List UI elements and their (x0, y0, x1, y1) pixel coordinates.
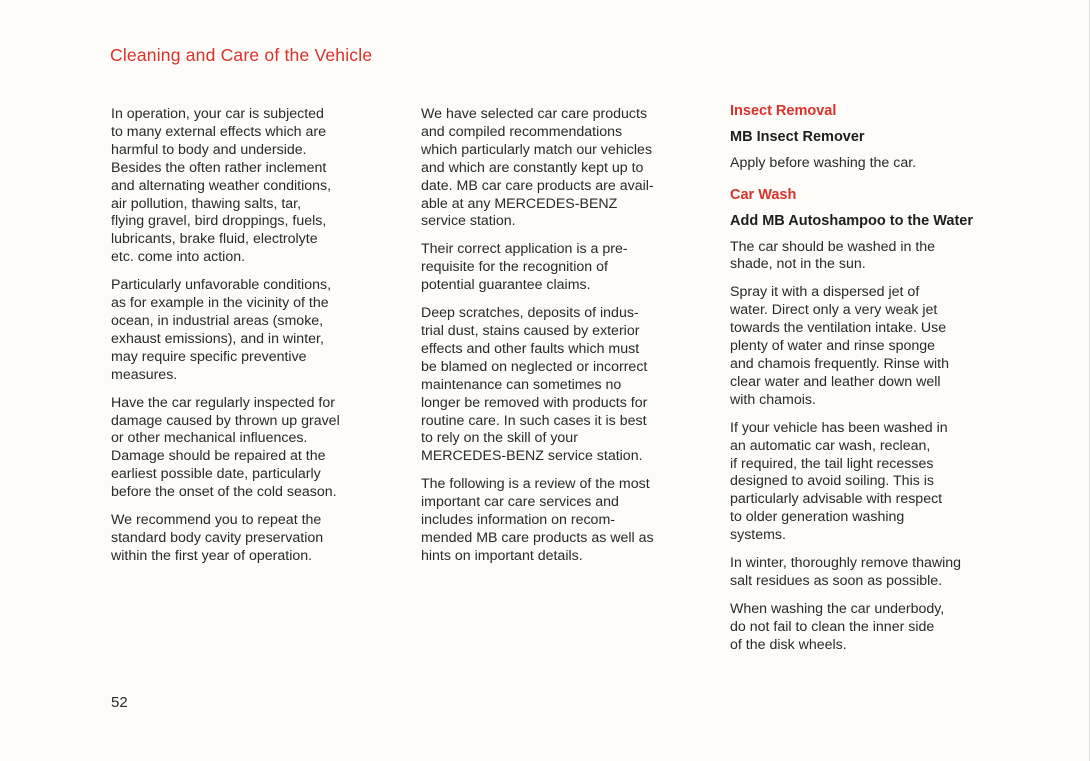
paragraph: The following is a review of the most important car care services and includes information on recom- mended MB care products as well as hints on important details. (421, 476, 654, 564)
paragraph: Their correct application is a pre- requisite for the recognition of potential guarantee claims. (421, 241, 628, 294)
text-column-3 (730, 103, 1030, 665)
paragraph: Apply before washing the car. (730, 154, 917, 171)
paragraph: Have the car regularly inspected for damage caused by thrown up gravel or other mechanical influences. Damage should be repaired at the earliest possible date, particularly before the onset of the cold season. (111, 394, 340, 501)
paragraph: We have selected car care products and compiled recommendations which particularly match our vehicles and which are constantly kept up to date. MB car care products are avail- able at any MERCEDES-BENZ service station. (421, 106, 654, 230)
subheading-insect-remover: MB Insect Remover (730, 128, 865, 145)
text-column-2 (421, 106, 716, 576)
paragraph: In winter, thoroughly remove thawing salt residues as soon as possible. (730, 555, 962, 589)
page-title: Cleaning and Care of the Vehicle (110, 45, 373, 65)
paragraph: The car should be washed in the shade, not in the sun. (730, 238, 936, 273)
section-heading-insect-removal: Insect Removal (730, 103, 837, 119)
page-number: 52 (111, 694, 128, 711)
paragraph: Deep scratches, deposits of indus- trial dust, stains caused by exterior effects and other faults which must be blamed on neglected or incorrect maintenance can sometimes no longer be removed with products for routine care. In such cases it is best to rely on the skill of your MERCEDES-BENZ service station. (421, 305, 648, 465)
section-heading-car-wash: Car Wash (730, 186, 797, 203)
paragraph: Spray it with a dispersed jet of water. Direct only a very weak jet towards the ventilation intake. Use plenty of water and rinse sponge and chamois frequently. Rinse with clear water and leather down well with chamois. (730, 284, 949, 408)
paragraph: Particularly unfavorable conditions, as for example in the vicinity of the ocean, in industrial areas (smoke, exhaust emissions), and in winter, may require specific preventive measures. (111, 277, 332, 383)
text-column-1 (111, 106, 401, 576)
paragraph: If your vehicle has been washed in an automatic car wash, reclean, if required, the tail light recesses designed to avoid soiling. This is particularly advisable with respect to older generation washing systems. (730, 419, 948, 544)
paragraph: We recommend you to repeat the standard body cavity preservation within the first year of operation. (111, 512, 324, 564)
paragraph: When washing the car underbody, do not fail to clean the inner side of the disk wheels. (730, 600, 945, 653)
subheading-autoshampoo: Add MB Autoshampoo to the Water (730, 212, 973, 229)
paragraph: In operation, your car is subjected to many external effects which are harmful to body and underside. Besides the often rather inclement and alternating weather conditions, air pollution, thawing salts, tar, flying gravel, bird droppings, fuels, lubricants, brake fluid, electrolyte etc. come into action. (111, 106, 332, 266)
